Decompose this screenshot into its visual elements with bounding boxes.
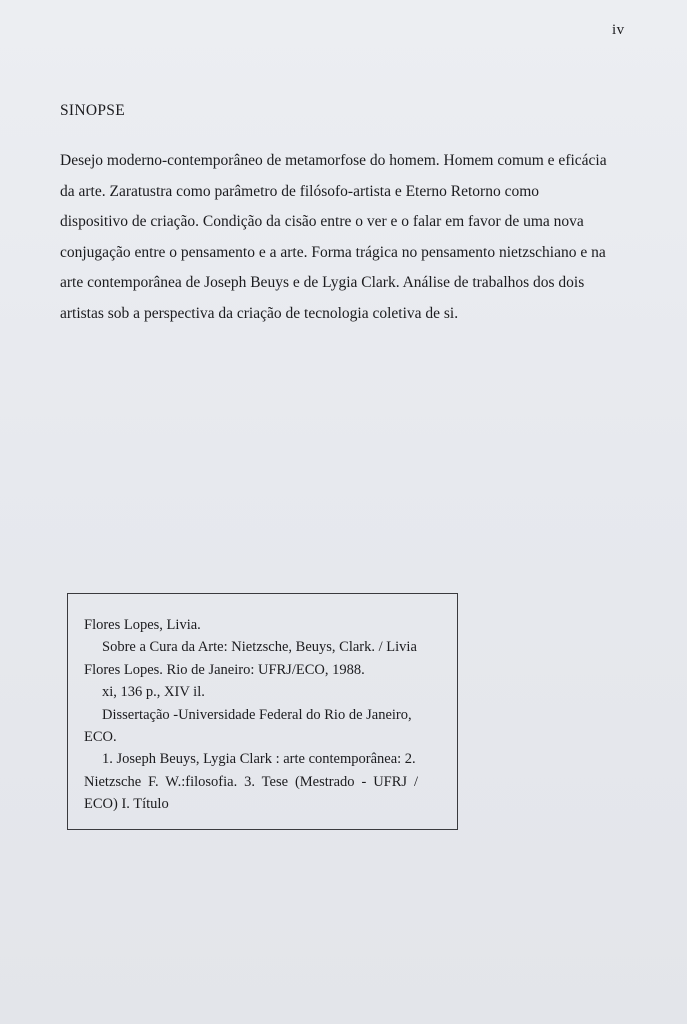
catalog-title-line: Sobre a Cura da Arte: Nietzsche, Beuys, Clark. / Livia	[102, 639, 417, 656]
catalog-subjects-line: ECO) I. Título	[84, 796, 169, 813]
synopsis-line: Desejo moderno-contemporâneo de metamorfose do homem. Homem comum e eficácia	[60, 152, 607, 169]
catalog-author: Flores Lopes, Livia.	[84, 617, 201, 633]
synopsis-line: conjugação entre o pensamento e a arte. Forma trágica no pensamento nietzschiano e na	[60, 243, 606, 261]
synopsis-line: arte contemporânea de Joseph Beuys e de Lygia Clark. Análise de trabalhos dos dois	[60, 274, 585, 291]
catalog-subjects-line: 1. Joseph Beuys, Lygia Clark : arte contemporânea: 2.	[102, 751, 416, 768]
synopsis-line: da arte. Zaratustra como parâmetro de filósofo-artista e Eterno Retorno como	[60, 182, 540, 200]
synopsis-paragraph	[60, 146, 620, 329]
catalog-note-line: ECO.	[84, 729, 117, 746]
catalog-imprint-line: Flores Lopes. Rio de Janeiro: UFRJ/ECO, 1988.	[84, 661, 365, 678]
synopsis-line: dispositivo de criação. Condição da cisão entre o ver e o falar em favor de uma nova	[60, 213, 584, 230]
section-title: SINOPSE	[60, 102, 125, 119]
synopsis-line: artistas sob a perspectiva da criação de tecnologia coletiva de si.	[60, 304, 459, 322]
catalog-note-line: Dissertação -Universidade Federal do Rio de Janeiro,	[102, 706, 412, 723]
catalog-card	[67, 593, 458, 830]
catalog-pagination: xi, 136 p., XIV il.	[102, 684, 205, 701]
page-number: iv	[612, 22, 625, 38]
catalog-subjects-line: Nietzsche F. W.:filosofia. 3. Tese (Mestrado - UFRJ /	[84, 773, 418, 790]
